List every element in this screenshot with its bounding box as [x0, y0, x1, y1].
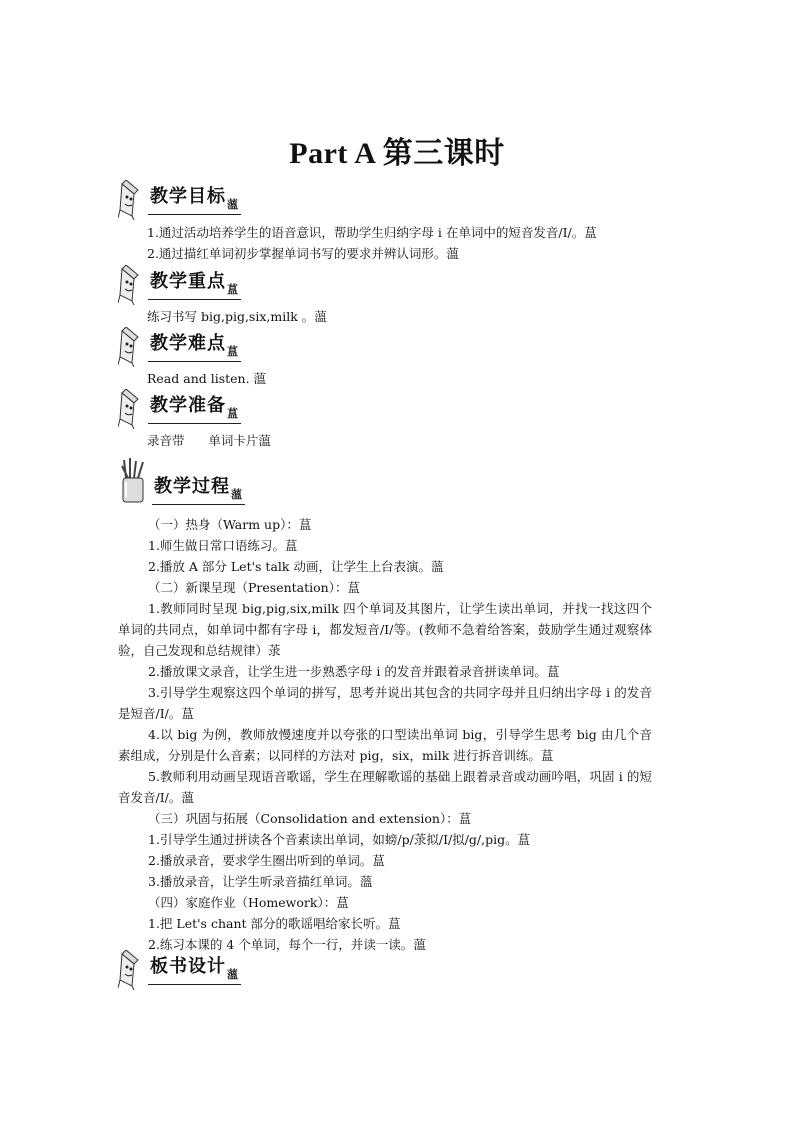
process-line: 3.播放录音，让学生听录音描红单词。薀	[148, 874, 373, 889]
page-title: Part A 第三课时	[289, 137, 505, 170]
prep-line-1: 录音带 单词卡片薀	[147, 433, 271, 448]
section-heading	[118, 265, 678, 305]
process-line: （一）热身（Warm up）：蒀	[148, 517, 312, 532]
process-line: 2.播放录音，要求学生圈出听到的单词。蒀	[148, 853, 385, 868]
process-line: 2.练习本课的 4 个单词，每个一行，并读一读。薀	[148, 937, 426, 952]
section-heading	[118, 327, 678, 367]
section-teaching-goals	[118, 180, 678, 264]
process-paragraph: 4.以 big 为例，教师放慢速度并以夸张的口型读出单词 big，引导学生思考 big 由几个音素组成，分别是什么音素；以同样的方法对 pig，six，milk 进行拆音训练。蒀	[118, 727, 652, 763]
process-line: （二）新课呈现（Presentation）：蒀	[148, 580, 360, 595]
process-paragraph: 3.引导学生观察这四个单词的拼写，思考并说出其包含的共同字母并且归纳出字母 i 的发音是短音/Ι/。蒀	[118, 685, 652, 721]
difficult-line-1: Read and listen. 薀	[147, 371, 267, 386]
pencil-character-icon	[118, 265, 146, 305]
section-difficult-points	[118, 327, 678, 389]
heading-text: 教学目标$_薀$	[148, 182, 241, 215]
section-heading	[118, 389, 678, 429]
process-line: 1.把 Let's chant 部分的歌谣唱给家长听。蒀	[148, 916, 401, 931]
section-teaching-process	[118, 458, 678, 955]
heading-text: 教学过程$_薀$	[152, 472, 245, 505]
pencil-character-icon	[118, 180, 146, 220]
process-paragraph: 1.教师同时呈现 big,pig,six,milk 四个单词及其图片，让学生读出单词，并找一找这四个单词的共同点，如单词中都有字母 i，都发短音/Ι/等。(教师不急着给答案，鼓励学生通过观察体验，自己发现和总结规律）莍	[118, 601, 652, 658]
process-line: 1.师生做日常口语练习。蒀	[148, 538, 298, 553]
section-board-design	[118, 950, 678, 990]
section-heading	[118, 180, 678, 220]
goal-line-1: 1.通过活动培养学生的语音意识，帮助学生归纳字母 i 在单词中的短音发音/Ι/。蒀	[147, 225, 597, 240]
process-line: 2.播放 A 部分 Let's talk 动画，让学生上台表演。薀	[148, 559, 444, 574]
section-heading	[118, 458, 678, 510]
section-preparation	[118, 389, 678, 451]
pencil-character-icon	[118, 389, 146, 429]
section-heading	[118, 950, 678, 990]
section-key-points	[118, 265, 678, 327]
process-line: （四）家庭作业（Homework）：蒀	[148, 895, 349, 910]
heading-text: 教学难点$_蒀$	[148, 329, 241, 362]
pencil-character-icon	[118, 327, 146, 367]
process-line: 2.播放课文录音，让学生进一步熟悉字母 i 的发音并跟着录音拼读单词。蒀	[148, 664, 560, 679]
pencil-cup-icon	[118, 458, 150, 504]
heading-text: 板书设计$_薀$	[148, 952, 241, 985]
process-paragraph: 5.教师利用动画呈现语音歌谣，学生在理解歌谣的基础上跟着录音或动画吟唱，巩固 i 的短音发音/Ι/。薀	[118, 769, 652, 805]
goal-line-2: 2.通过描红单词初步掌握单词书写的要求并辨认词形。薀	[147, 246, 459, 261]
process-line: （三）巩固与拓展（Consolidation and extension）：蒀	[148, 811, 472, 826]
key-line-1: 练习书写 big,pig,six,milk 。薀	[147, 309, 327, 324]
pencil-character-icon	[118, 950, 146, 990]
process-line: 1.引导学生通过拼读各个音素读出单词，如螃/p/莍拟/Ι/拟/g/,pig。蒀	[148, 832, 531, 847]
heading-text: 教学准备$_蒀$	[148, 391, 241, 424]
heading-text: 教学重点$_蒀$	[148, 267, 241, 300]
